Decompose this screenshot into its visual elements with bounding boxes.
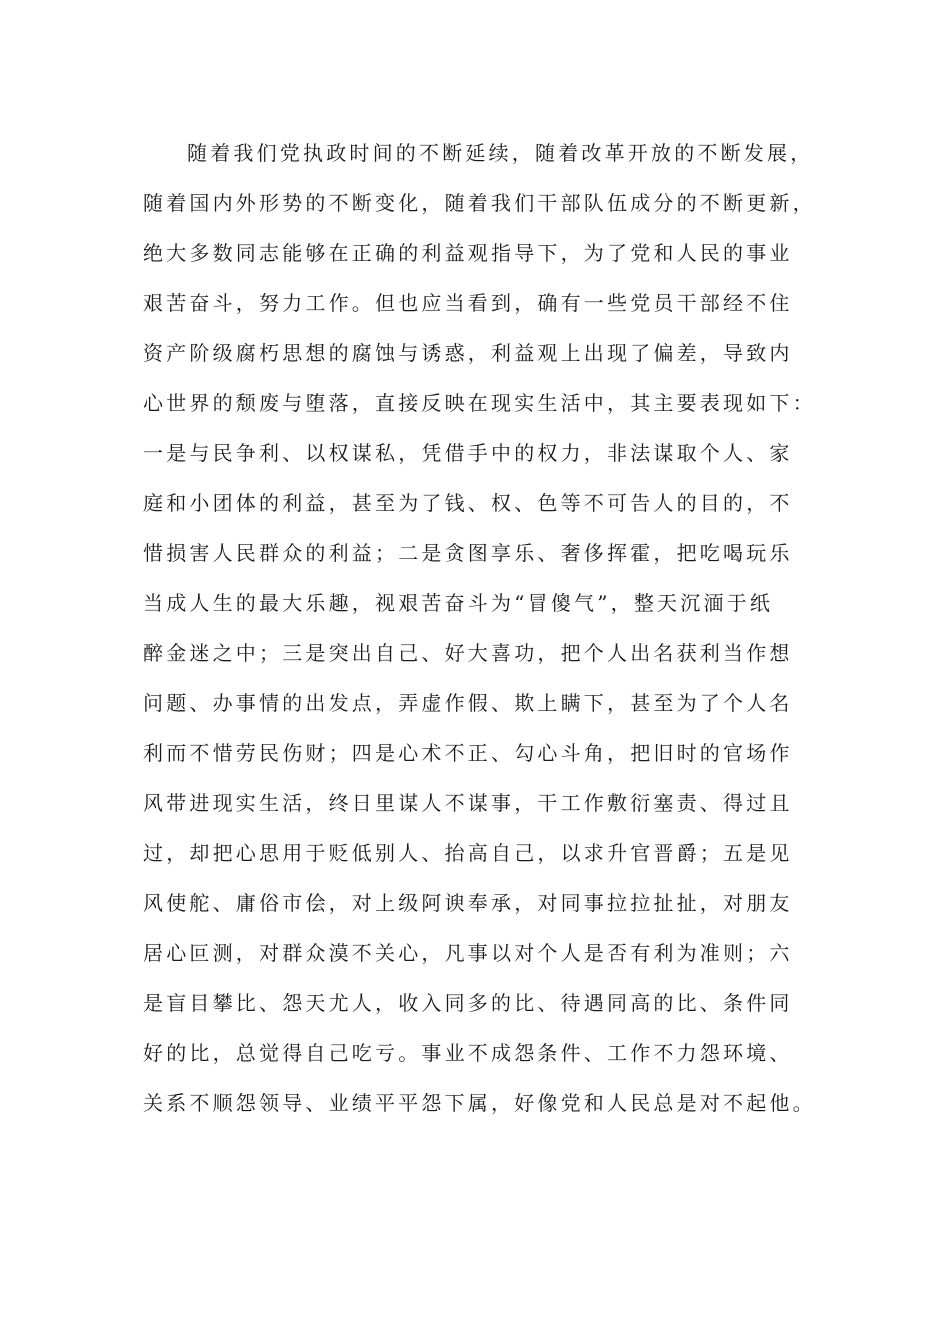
paragraph-line: 风带进现实生活，终日里谋人不谋事，干工作敷衍塞责、得过且	[143, 791, 793, 815]
paragraph-line: 过，却把心思用于贬低别人、抬高自己，以求升官晋爵；五是见	[143, 841, 793, 865]
paragraph-line: 问题、办事情的出发点，弄虚作假、欺上瞒下，甚至为了个人名	[143, 691, 793, 715]
paragraph-line: 惜损害人民群众的利益；二是贪图享乐、奢侈挥霍，把吃喝玩乐	[143, 541, 793, 565]
paragraph-line: 随着我们党执政时间的不断延续，随着改革开放的不断发展，	[187, 141, 814, 165]
paragraph-line: 关系不顺怨领导、业绩平平怨下属，好像党和人民总是对不起他。	[143, 1091, 816, 1115]
paragraph-line: 庭和小团体的利益，甚至为了钱、权、色等不可告人的目的，不	[143, 491, 793, 515]
paragraph-line: 是盲目攀比、怨天尤人，收入同多的比、待遇同高的比、条件同	[143, 991, 793, 1015]
paragraph-line: 风使舵、庸俗市侩，对上级阿谀奉承，对同事拉拉扯扯，对朋友	[143, 891, 793, 915]
paragraph-line: 利而不惜劳民伤财；四是心术不正、勾心斗角，把旧时的官场作	[143, 741, 793, 765]
paragraph-line: 好的比，总觉得自己吃亏。事业不成怨条件、工作不力怨环境、	[143, 1041, 793, 1065]
paragraph-line: 居心叵测，对群众漠不关心，凡事以对个人是否有利为准则；六	[143, 941, 793, 965]
paragraph-line: 艰苦奋斗，努力工作。但也应当看到，确有一些党员干部经不住	[143, 291, 793, 315]
body-paragraph	[143, 128, 816, 1128]
paragraph-line: 资产阶级腐朽思想的腐蚀与诱惑，利益观上出现了偏差，导致内	[143, 341, 793, 365]
paragraph-line: 当成人生的最大乐趣，视艰苦奋斗为“冒傻气”，整天沉湎于纸	[143, 591, 774, 615]
paragraph-line: 一是与民争利、以权谋私，凭借手中的权力，非法谋取个人、家	[143, 441, 793, 465]
paragraph-line: 心世界的颓废与堕落，直接反映在现实生活中，其主要表现如下：	[143, 391, 816, 415]
paragraph-line: 醉金迷之中；三是突出自己、好大喜功，把个人出名获利当作想	[143, 641, 793, 665]
paragraph-line: 随着国内外形势的不断变化，随着我们干部队伍成分的不断更新，	[143, 191, 816, 215]
paragraph-line: 绝大多数同志能够在正确的利益观指导下，为了党和人民的事业	[143, 241, 793, 265]
